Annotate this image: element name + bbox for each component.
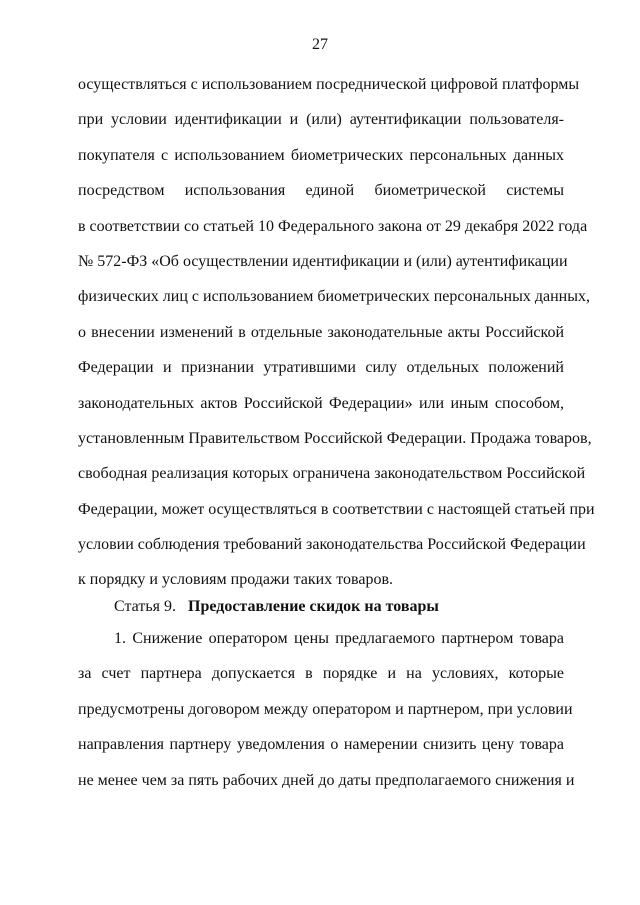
text-line: посредством использования единой биометрической системы [78, 182, 564, 200]
clause-first-line: 1. Снижение оператором цены предлагаемого партнером товара [114, 630, 564, 647]
text-line: при условии идентификации и (или) аутентификации пользователя- [78, 111, 564, 129]
text-line: предусмотрены договором между оператором и партнером, при условии [78, 700, 573, 718]
paragraph-continuation [78, 67, 595, 598]
text-line: законодательных актов Российской Федерации» или иным способом, [78, 394, 564, 412]
text-line: покупателя с использованием биометрических персональных данных [78, 146, 564, 164]
text-line: условии соблюдения требований законодательства Российской Федерации [78, 536, 586, 554]
text-line: № 572-ФЗ «Об осуществлении идентификации и (или) аутентификации [78, 252, 568, 270]
clause-1 [78, 621, 575, 798]
text-line: направления партнеру уведомления о намерении снизить цену товара [78, 736, 564, 754]
text-line-last: к порядку и условиям продажи таких товаров. [78, 571, 393, 589]
article-title: Предоставление скидок на товары [188, 598, 439, 615]
text-line: в соответствии со статьей 10 Федерального закона от 29 декабря 2022 года [78, 217, 588, 235]
text-line: Федерации, может осуществляться в соответствии с настоящей статьей при [78, 500, 595, 518]
text-line: о внесении изменений в отдельные законодательные акты Российской [78, 323, 564, 341]
article-number: Статья 9. [114, 598, 176, 615]
article-heading [114, 589, 439, 624]
text-line: не менее чем за пять рабочих дней до даты предполагаемого снижения и [78, 771, 575, 789]
text-line: установленным Правительством Российской Федерации. Продажа товаров, [78, 429, 592, 447]
text-line: за счет партнера допускается в порядке и на условиях, которые [78, 665, 564, 683]
page-number: 27 [312, 36, 328, 53]
text-line: Федерации и признании утратившими силу отдельных положений [78, 359, 564, 377]
text-line: свободная реализация которых ограничена законодательством Российской [78, 465, 586, 483]
text-line: осуществляться с использованием посреднической цифровой платформы [78, 76, 580, 93]
text-line: физических лиц с использованием биометрических персональных данных, [78, 288, 590, 306]
